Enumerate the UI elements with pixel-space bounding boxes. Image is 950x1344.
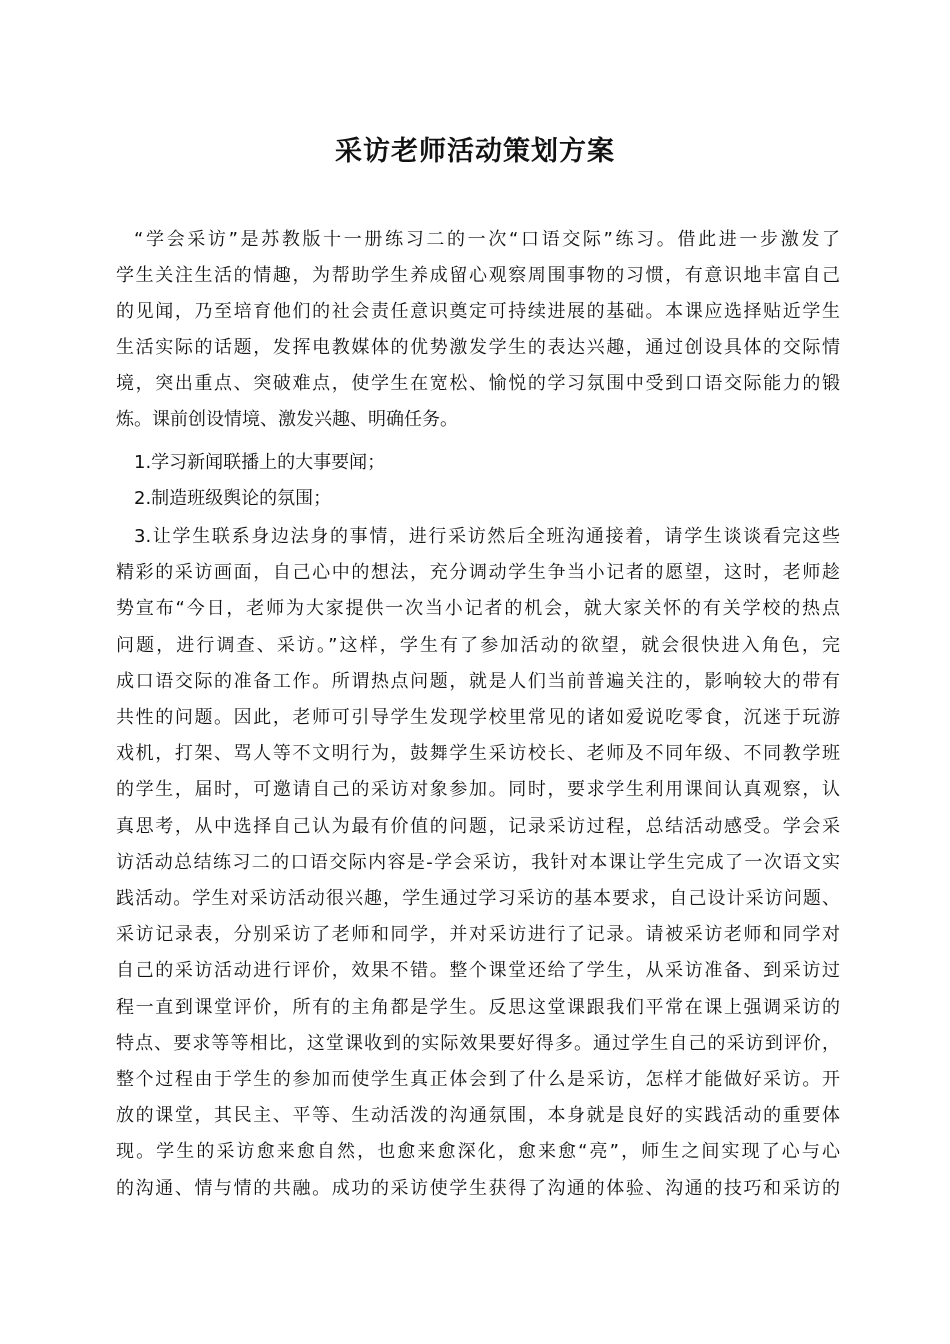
list-item: 1.学习新闻联播上的大事要闻； xyxy=(134,452,386,473)
paragraph-line: 的沟通、情与情的共融。成功的采访使学生获得了沟通的体验、沟通的技巧和采访的 xyxy=(116,1178,840,1199)
paragraph-line: 采访记录表，分别采访了老师和同学，并对采访进行了记录。请被采访老师和同学对 xyxy=(116,924,840,945)
paragraph-line: 自己的采访活动进行评价，效果不错。整个课堂还给了学生，从采访准备、到采访过 xyxy=(116,960,840,981)
paragraph-line: 境，突出重点、突破难点，使学生在宽松、愉悦的学习氛围中受到口语交际能力的锻 xyxy=(116,373,840,394)
paragraph-line: 真思考，从中选择自己认为最有价值的问题，记录采访过程，总结活动感受。学会采 xyxy=(116,816,840,837)
paragraph-line: 访活动总结练习二的口语交际内容是-学会采访，我针对本课让学生完成了一次语文实 xyxy=(116,852,840,873)
paragraph-line: 程一直到课堂评价，所有的主角都是学生。反思这堂课跟我们平常在课上强调采访的 xyxy=(116,997,840,1018)
document-title: 采访老师活动策划方案 xyxy=(335,136,615,167)
paragraph-line: 势宣布“今日，老师为大家提供一次当小记者的机会，就大家关怀的有关学校的热点 xyxy=(116,598,840,619)
paragraph-line: 特点、要求等等相比，这堂课收到的实际效果要好得多。通过学生自己的采访到评价， xyxy=(116,1033,840,1054)
paragraph-line: 放的课堂，其民主、平等、生动活泼的沟通氛围，本身就是良好的实践活动的重要体 xyxy=(116,1105,840,1126)
paragraph-line: 3.让学生联系身边法身的事情，进行采访然后全班沟通接着，请学生谈谈看完这些 xyxy=(134,526,840,547)
paragraph-line: 整个过程由于学生的参加而使学生真正体会到了什么是采访，怎样才能做好采访。开 xyxy=(116,1069,840,1090)
paragraph-line: 的见闻，乃至培育他们的社会责任意识奠定可持续进展的基础。本课应选择贴近学生 xyxy=(116,301,840,322)
paragraph-line: 学生关注生活的情趣，为帮助学生养成留心观察周围事物的习惯，有意识地丰富自己 xyxy=(116,265,840,286)
paragraph-line: 的学生，届时，可邀请自己的采访对象参加。同时，要求学生利用课间认真观察，认 xyxy=(116,779,840,800)
paragraph-line: 践活动。学生对采访活动很兴趣，学生通过学习采访的基本要求，自己设计采访问题、 xyxy=(116,888,840,909)
paragraph-line: 戏机，打架、骂人等不文明行为，鼓舞学生采访校长、老师及不同年级、不同教学班 xyxy=(116,743,840,764)
paragraph-line: 生活实际的话题，发挥电教媒体的优势激发学生的表达兴趣，通过创设具体的交际情 xyxy=(116,337,840,358)
paragraph-line: 现。学生的采访愈来愈自然，也愈来愈深化，愈来愈“亮”，师生之间实现了心与心 xyxy=(116,1141,840,1162)
paragraph-line: 炼。课前创设情境、激发兴趣、明确任务。 xyxy=(116,409,458,430)
paragraph-line: “学会采访”是苏教版十一册练习二的一次“口语交际”练习。借此进一步激发了 xyxy=(134,229,840,250)
paragraph-line: 成口语交际的准备工作。所谓热点问题，就是人们当前普遍关注的，影响较大的带有 xyxy=(116,671,840,692)
paragraph-line: 精彩的采访画面，自己心中的想法，充分调动学生争当小记者的愿望，这时，老师趁 xyxy=(116,562,840,583)
list-item: 2.制造班级舆论的氛围； xyxy=(134,488,332,509)
paragraph-line: 共性的问题。因此，老师可引导学生发现学校里常见的诸如爱说吃零食，沉迷于玩游 xyxy=(116,707,840,728)
paragraph-line: 问题，进行调查、采访。”这样，学生有了参加活动的欲望，就会很快进入角色，完 xyxy=(116,635,840,656)
